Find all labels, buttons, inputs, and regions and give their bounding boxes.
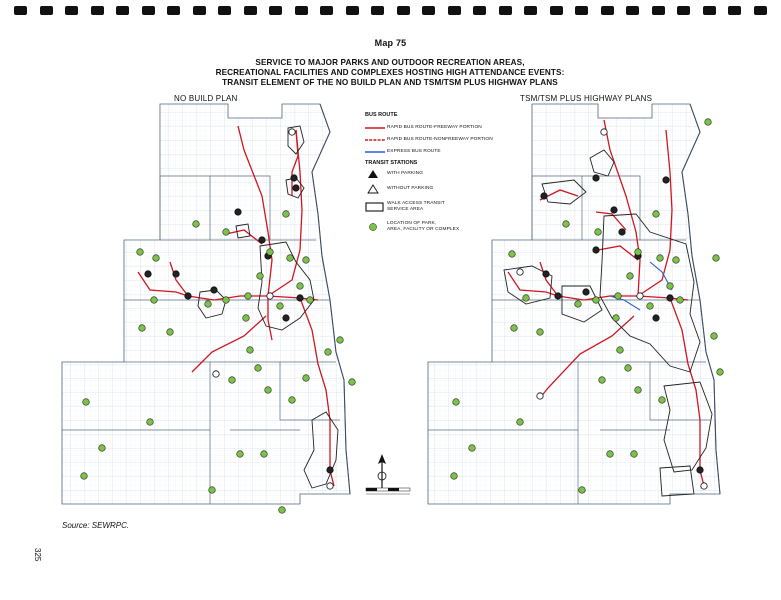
north-arrow-icon bbox=[374, 452, 414, 502]
park-dot bbox=[303, 257, 310, 264]
station-triangle-icon bbox=[365, 169, 387, 179]
park-dot bbox=[631, 451, 638, 458]
transit-station-marker bbox=[517, 269, 523, 275]
park-dot bbox=[625, 365, 632, 372]
park-dot bbox=[137, 249, 144, 256]
park-dot bbox=[677, 297, 684, 304]
legend-express-label: EXPRESS BUS ROUTE bbox=[387, 149, 441, 155]
transit-station-marker bbox=[637, 293, 643, 299]
panel-label-tsm: TSM/TSM PLUS HIGHWAY PLANS bbox=[520, 94, 653, 103]
park-dot bbox=[283, 211, 290, 218]
park-dot bbox=[255, 365, 262, 372]
transit-station-marker bbox=[327, 467, 333, 473]
legend-with-parking-label: WITH PARKING bbox=[387, 171, 424, 177]
park-dot bbox=[99, 445, 106, 452]
transit-station-marker bbox=[267, 293, 273, 299]
transit-station-marker bbox=[667, 295, 673, 301]
transit-station-marker bbox=[259, 237, 265, 243]
park-dot bbox=[153, 255, 160, 262]
park-dot bbox=[705, 119, 712, 126]
legend-walk-access-line-2: SERVICE AREA bbox=[387, 207, 424, 212]
park-dot bbox=[167, 329, 174, 336]
transit-station-marker bbox=[283, 315, 289, 321]
transit-station-marker bbox=[611, 207, 617, 213]
park-dot bbox=[151, 297, 158, 304]
park-dot bbox=[517, 419, 524, 426]
park-dot bbox=[139, 325, 146, 332]
park-dot bbox=[511, 325, 518, 332]
legend-rapid-freeway-label: RAPID BUS ROUTE-FREEWAY PORTION bbox=[387, 125, 482, 131]
park-dot bbox=[349, 379, 356, 386]
transit-station-marker bbox=[173, 271, 179, 277]
transit-station-marker bbox=[663, 177, 669, 183]
park-dot bbox=[523, 295, 530, 302]
transit-station-marker bbox=[297, 295, 303, 301]
page-number: 325 bbox=[33, 548, 42, 562]
legend-without-parking bbox=[365, 183, 515, 195]
transit-station-marker bbox=[213, 371, 219, 377]
park-dot bbox=[659, 397, 666, 404]
park-dot bbox=[717, 369, 724, 376]
legend-park-line-2: AREA, FACILITY OR COMPLEX bbox=[387, 227, 460, 232]
transit-station-marker bbox=[235, 209, 241, 215]
transit-station-marker bbox=[601, 129, 607, 135]
transit-station-marker bbox=[701, 483, 707, 489]
transit-station-marker bbox=[185, 293, 191, 299]
park-dot bbox=[325, 349, 332, 356]
park-dot bbox=[453, 399, 460, 406]
transit-station-marker bbox=[543, 271, 549, 277]
map-number: Map 75 bbox=[374, 38, 407, 48]
park-dot bbox=[289, 397, 296, 404]
park-dot bbox=[595, 229, 602, 236]
park-dot bbox=[673, 257, 680, 264]
legend-rapid-nonfreeway-label: RAPID BUS ROUTE-NONFREEWAY PORTION bbox=[387, 137, 493, 143]
park-dot bbox=[635, 249, 642, 256]
park-dot bbox=[237, 451, 244, 458]
park-dot bbox=[223, 229, 230, 236]
legend-walk-access bbox=[365, 199, 515, 215]
park-dot bbox=[277, 303, 284, 310]
park-dot bbox=[615, 293, 622, 300]
park-dot bbox=[451, 473, 458, 480]
legend-walk-access-label bbox=[387, 201, 445, 212]
transit-station-marker bbox=[697, 467, 703, 473]
legend-park bbox=[365, 219, 515, 235]
transit-station-marker bbox=[211, 287, 217, 293]
express-swatch bbox=[365, 147, 387, 157]
park-dot bbox=[575, 301, 582, 308]
park-dot bbox=[613, 315, 620, 322]
transit-station-marker bbox=[145, 271, 151, 277]
transit-station-marker bbox=[541, 193, 547, 199]
park-dot bbox=[245, 293, 252, 300]
park-dot bbox=[205, 301, 212, 308]
map-legend bbox=[365, 112, 515, 235]
rapid-nonfreeway-swatch bbox=[365, 135, 387, 145]
park-dot bbox=[579, 487, 586, 494]
park-dot bbox=[287, 255, 294, 262]
park-dot bbox=[147, 419, 154, 426]
transit-station-marker bbox=[327, 483, 333, 489]
legend-park-label bbox=[387, 221, 459, 232]
park-dot bbox=[667, 283, 674, 290]
park-dot bbox=[209, 487, 216, 494]
park-dot-icon bbox=[365, 222, 387, 232]
park-dot bbox=[647, 303, 654, 310]
park-dot bbox=[243, 315, 250, 322]
park-dot bbox=[279, 507, 286, 514]
park-dot bbox=[537, 329, 544, 336]
park-dot bbox=[599, 377, 606, 384]
park-dot bbox=[303, 375, 310, 382]
park-dot bbox=[223, 297, 230, 304]
panel-label-no-build: NO BUILD PLAN bbox=[174, 94, 238, 103]
park-dot bbox=[627, 273, 634, 280]
park-dot bbox=[593, 297, 600, 304]
station-outline-triangle-icon bbox=[365, 184, 387, 194]
legend-stations-heading: TRANSIT STATIONS bbox=[365, 160, 418, 166]
park-dot bbox=[635, 387, 642, 394]
transit-station-marker bbox=[583, 289, 589, 295]
transit-station-marker bbox=[293, 185, 299, 191]
park-dot bbox=[653, 211, 660, 218]
map-title-line-3: TRANSIT ELEMENT OF THE NO BUILD PLAN AND TSM/TSM PLUS HIGHWAY PLANS bbox=[222, 78, 558, 87]
source-note: Source: SEWRPC. bbox=[62, 521, 130, 530]
map-title-line-1: SERVICE TO MAJOR PARKS AND OUTDOOR RECREATION AREAS, bbox=[255, 58, 525, 67]
legend-rapid-nonfreeway bbox=[365, 134, 515, 146]
legend-without-parking-label: WITHOUT PARKING bbox=[387, 186, 434, 192]
park-dot bbox=[267, 249, 274, 256]
rapid-freeway-swatch bbox=[365, 123, 387, 133]
park-dot bbox=[337, 337, 344, 344]
transit-station-marker bbox=[619, 229, 625, 235]
park-dot bbox=[297, 283, 304, 290]
park-dot bbox=[711, 333, 718, 340]
map-title-line-2: RECREATIONAL FACILITIES AND COMPLEXES HOSTING HIGH ATTENDANCE EVENTS: bbox=[215, 68, 565, 77]
park-dot bbox=[617, 347, 624, 354]
park-dot bbox=[83, 399, 90, 406]
park-dot bbox=[307, 297, 314, 304]
park-dot bbox=[247, 347, 254, 354]
park-dot bbox=[229, 377, 236, 384]
park-dot bbox=[563, 221, 570, 228]
legend-with-parking bbox=[365, 168, 515, 180]
legend-bus-route-heading: BUS ROUTE bbox=[365, 112, 398, 118]
transit-station-marker bbox=[537, 393, 543, 399]
park-dot bbox=[81, 473, 88, 480]
transit-station-marker bbox=[593, 247, 599, 253]
park-dot bbox=[607, 451, 614, 458]
legend-rapid-freeway bbox=[365, 122, 515, 134]
transit-station-marker bbox=[653, 315, 659, 321]
park-dot bbox=[509, 251, 516, 258]
park-dot bbox=[193, 221, 200, 228]
park-dot bbox=[657, 255, 664, 262]
transit-station-marker bbox=[291, 175, 297, 181]
transit-station-marker bbox=[555, 293, 561, 299]
transit-station-marker bbox=[289, 129, 295, 135]
park-dot bbox=[265, 387, 272, 394]
walk-access-box-icon bbox=[365, 202, 387, 212]
legend-express bbox=[365, 146, 515, 158]
legend-park-line-1: LOCATION OF PARK, bbox=[387, 221, 437, 227]
legend-walk-access-line-1: WALK ACCESS TRANSIT bbox=[387, 201, 445, 207]
transit-station-marker bbox=[593, 175, 599, 181]
park-dot bbox=[469, 445, 476, 452]
park-dot bbox=[713, 255, 720, 262]
park-dot bbox=[261, 451, 268, 458]
park-dot bbox=[257, 273, 264, 280]
